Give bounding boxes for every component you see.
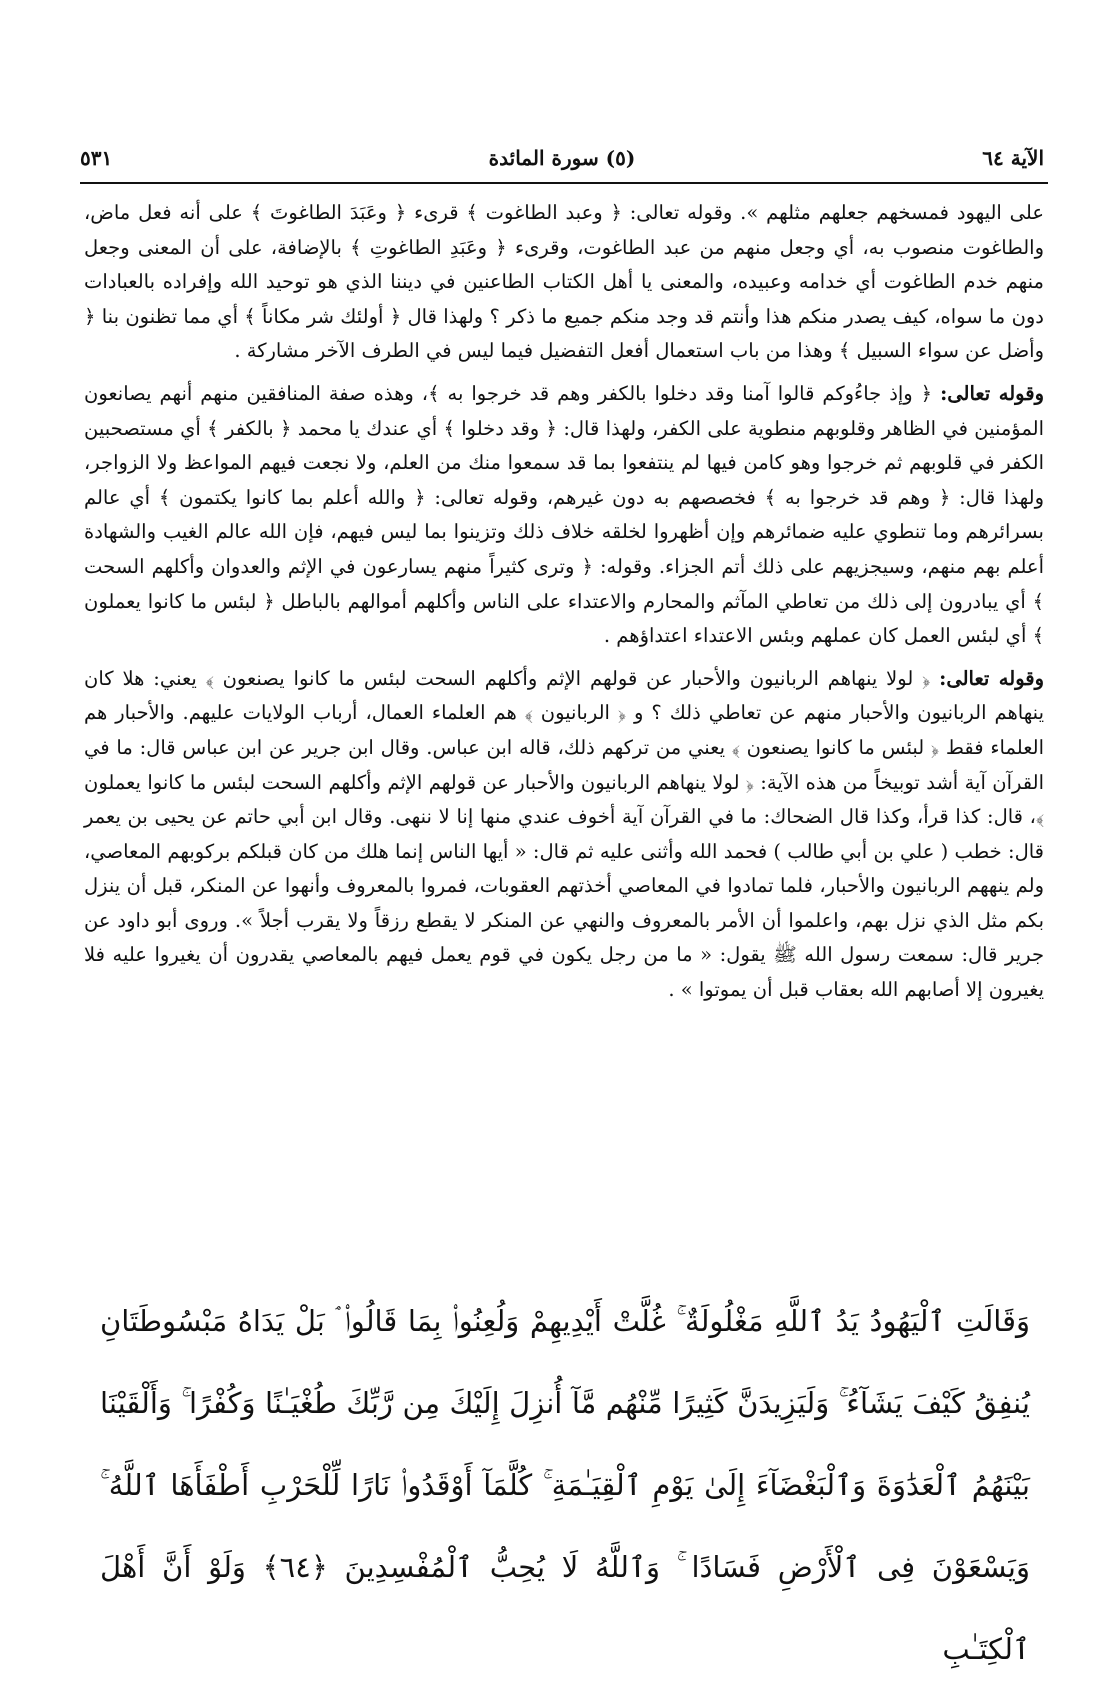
paragraph-3-lead: وقوله تعالى:: [939, 666, 1045, 690]
verse-label: الآية ٦٤: [982, 146, 1044, 170]
paragraph-2: [84, 377, 1044, 654]
paragraph-3: [84, 662, 1044, 1008]
paragraph-1-text: على اليهود فمسخهم جعلهم مثلهم ». وقوله تعالى: ﴿ وعبد الطاغوت ﴾ قرىء ﴿ وعَبَدَ الطاغوتَ ﴾ على أنه فعل ماض، والطاغوت منصوب به، أي وجعل منهم من عبد الطاغوت، وقرىء ﴿ وعَبَدِ الطاغوتِ ﴾ بالإضافة، على أن المعنى وجعل منهم خدم الطاغوت أي خدامه وعبيده، والمعنى يا أهل الكتاب الطاعنين في ديننا الذي هو توحيد الله وإفراده بالعبادات دون ما سواه، كيف يصدر منكم هذا وأنتم قد وجد منكم جميع ما ذكر ؟ ولهذا قال ﴿ أولئك شر مكاناً ﴾ أي مما تظنون بنا ﴿ وأضل عن سواء السبيل ﴾ وهذا من باب استعمال أفعل التفضيل فيما ليس في الطرف الآخر مشاركة .: [84, 201, 1044, 363]
page-number: ٥٣١: [80, 146, 113, 170]
paragraph-2-lead: وقوله تعالى:: [940, 381, 1044, 405]
page-header: [80, 140, 1044, 180]
paragraph-2-text: ﴿ وإذ جاءُوكم قالوا آمنا وقد دخلوا بالكفر وهم قد خرجوا به ﴾، وهذه صفة المنافقين منهم أنهم يصانعون المؤمنين في الظاهر وقلوبهم منطوية على الكفر، ولهذا قال: ﴿ وقد دخلوا ﴾ أي عندك يا محمد ﴿ بالكفر ﴾ أي مستصحبين الكفر في قلوبهم ثم خرجوا وهو كامن فيها لم ينتفعوا بما قد سمعوا منك من العلم، ولا نجعت فيهم المواعظ ولا الزواجر، ولهذا قال: ﴿ وهم قد خرجوا به ﴾ فخصصهم به دون غيرهم، وقوله تعالى: ﴿ والله أعلم بما كانوا يكتمون ﴾ أي عالم بسرائرهم وما تنطوي عليه ضمائرهم وإن أظهروا لخلقه خلاف ذلك وتزينوا بما ليس فيهم، فإن الله عالم الغيب والشهادة أعلم بهم منهم، وسيجزيهم على ذلك أتم الجزاء. وقوله: ﴿ وترى كثيراً منهم يسارعون في الإثم والعدوان وأكلهم السحت ﴾ أي يبادرون إلى ذلك من تعاطي المآثم والمحارم والاعتداء على الناس وأكلهم أموالهم بالباطل ﴿ لبئس ما كانوا يعملون ﴾ أي لبئس العمل كان عملهم وبئس الاعتداء اعتداؤهم .: [84, 381, 1044, 648]
paragraph-3-text: ﴿ لولا ينهاهم الربانيون والأحبار عن قولهم الإثم وأكلهم السحت لبئس ما كانوا يصنعون ﴾ يعني: هلا كان ينهاهم الربانيون والأحبار منهم عن تعاطي ذلك ؟ و ﴿ الربانيون ﴾ هم العلماء العمال، أرباب الولايات عليهم. والأحبار هم العلماء فقط ﴿ لبئس ما كانوا يصنعون ﴾ يعني من تركهم ذلك، قاله ابن عباس. وقال ابن جرير عن ابن عباس قال: ما في القرآن آية أشد توبيخاً من هذه الآية: ﴿ لولا ينهاهم الربانيون والأحبار عن قولهم الإثم وأكلهم السحت لبئس ما كانوا يعملون ﴾، قال: كذا قرأ، وكذا قال الضحاك: ما في القرآن آية أخوف عندي منها إنا لا ننهى. وقال ابن أبي حاتم عن يحيى بن يعمر قال: خطب ( علي بن أبي طالب ) فحمد الله وأثنى عليه ثم قال: « أيها الناس إنما هلك من كان قبلكم بركوبهم المعاصي، ولم ينههم الربانيون والأحبار، فلما تمادوا في المعاصي أخذتهم العقوبات، فمروا بالمعروف وأنهوا عن المنكر، قبل أن ينزل بكم مثل الذي نزل بهم، واعلموا أن الأمر بالمعروف والنهي عن المنكر لا يقطع رزقاً ولا يقرب أجلاً ». وروى أبو داود عن جرير قال: سمعت رسول الله ﷺ يقول: « ما من رجل يكون في قوم يعمل فيهم بالمعاصي يقدرون أن يغيروا عليه فلا يغيرون إلا أصابهم الله بعقاب قبل أن يموتوا » .: [84, 666, 1044, 1002]
quran-verse-text: وَقَالَتِ ٱلْيَهُودُ يَدُ ٱللَّهِ مَغْلُولَةٌ ۚ غُلَّتْ أَيْدِيهِمْ وَلُعِنُوا۟ بِمَا قَالُوا۟ ۘ بَلْ يَدَاهُ مَبْسُوطَتَانِ يُنفِقُ كَيْفَ يَشَآءُ ۚ وَلَيَزِيدَنَّ كَثِيرًا مِّنْهُم مَّآ أُنزِلَ إِلَيْكَ مِن رَّبِّكَ طُغْيَـٰنًا وَكُفْرًا ۚ وَأَلْقَيْنَا بَيْنَهُمُ ٱلْعَدَٰوَةَ وَٱلْبَغْضَآءَ إِلَىٰ يَوْمِ ٱلْقِيَـٰمَةِ ۚ كُلَّمَآ أَوْقَدُوا۟ نَارًا لِّلْحَرْبِ أَطْفَأَهَا ٱللَّهُ ۚ وَيَسْعَوْنَ فِى ٱلْأَرْضِ فَسَادًا ۚ وَٱللَّهُ لَا يُحِبُّ ٱلْمُفْسِدِينَ ﴿٦٤﴾ وَلَوْ أَنَّ أَهْلَ ٱلْكِتَـٰبِ: [100, 1304, 1031, 1666]
paragraph-1: [84, 196, 1044, 369]
header-divider: [80, 182, 1048, 184]
surah-title: (٥) سورة المائدة: [488, 146, 636, 170]
commentary-text: [84, 196, 1044, 1008]
